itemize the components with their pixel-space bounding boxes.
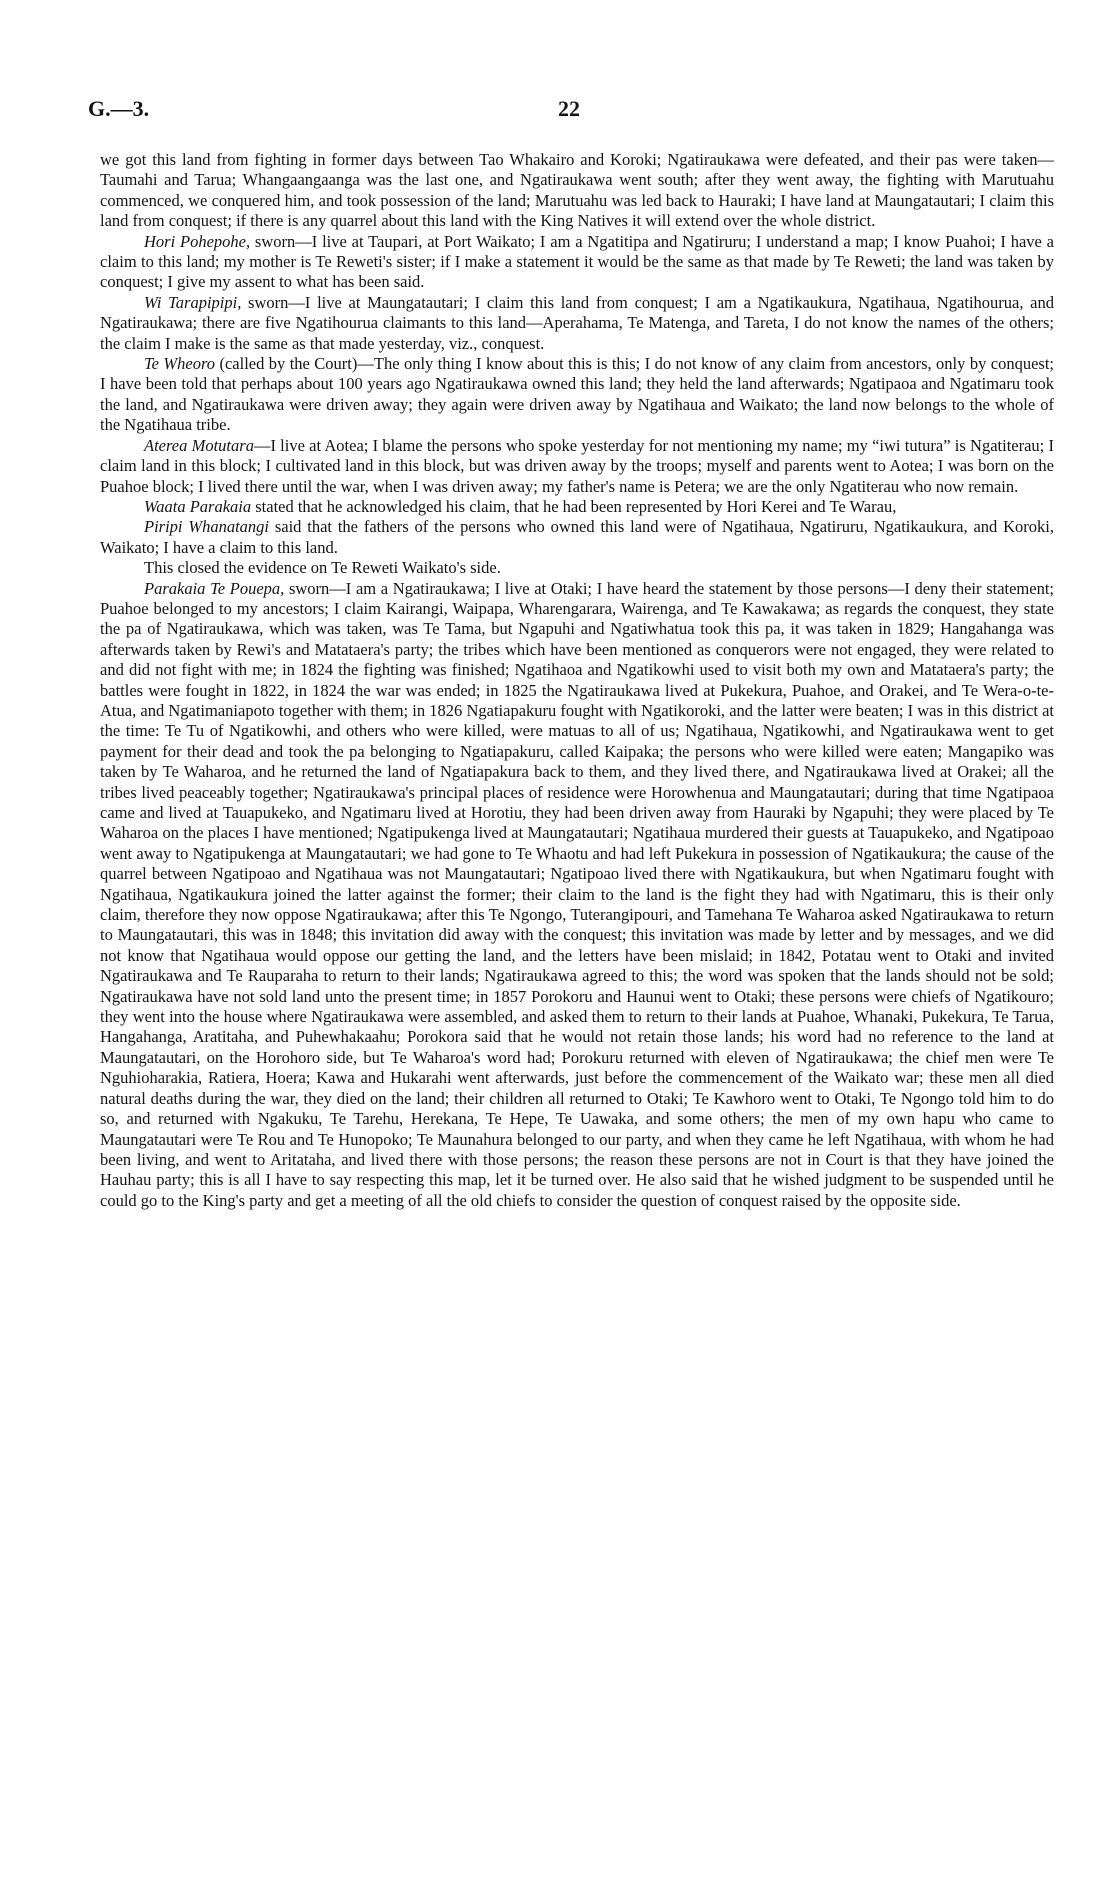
body-text (100, 150, 1054, 1211)
paragraph-text: This closed the evidence on Te Reweti Waikato's side. (144, 558, 501, 578)
speaker-name: Piripi Whanatangi (144, 517, 270, 537)
speaker-name: Parakaia Te Pouepa, (144, 578, 285, 598)
paragraph-text: sworn—I live at Taupari, at Port Waikato; I am a Ngatitipa and Ngatiruru; I understand a map; I know Puahoi; I have a claim to this land; my mother is Te Reweti's sister; if I make a statement it would be the same as that made by Te Reweti; the land was taken by conquest; I give my assent to what has been said. (100, 231, 1054, 292)
speaker-name: Hori Pohepohe, (144, 231, 251, 251)
paragraph-text: —I live at Aotea; I blame the persons who spoke yesterday for not mentioning my name; my “iwi tutura” is Ngatiterau; I claim land in this block; I cultivated land in this block, but was driven away by the troops; myself and parents went to Aotea; I was born on the Puahoe block; I lived there until the war, when I was driven away; my father's name is Petera; we are the only Ngatiterau who now remain. (100, 435, 1054, 496)
page-number: 22 (558, 96, 580, 121)
paragraph-text: said that the fathers of the persons who owned this land were of Ngatihaua, Ngatiruru, Ngatikaukura, and Koroki, Waikato; I have a claim to this land. (100, 517, 1054, 557)
speaker-name: Waata Parakaia (144, 496, 252, 516)
paragraph-piripi-whanatangi (100, 517, 1054, 558)
speaker-name: Aterea Motutara (144, 435, 254, 455)
paragraph-text: sworn—I am a Ngatiraukawa; I live at Otaki; I have heard the statement by those persons—I deny their statement; Puahoe belonged to my ancestors; I claim Kairangi, Waipapa, Wharengarara, Wairenga, and Te Kawakawa; as regards the conquest, they state the pa of Ngatiraukawa, which was taken, was Te Tama, but Ngapuhi and Ngatiwhatua took this pa, it was taken in 1829; Hangahanga was afterwards taken by Rewi's and Matataera's party; the tribes which have been mentioned as conquerors were not engaged, they were related to and did not fight with me; in 1824 the fighting was finished; Ngatihaoa and Ngatikowhi used to visit both my own and Matataera's party; the battles were fought in 1822, in 1824 the war was ended; in 1825 the Ngatiraukawa lived at Pukekura, Puahoe, and Orakei, and Te Wera-o-te-Atua, and Ngatimaniapoto together with them; in 1826 Ngatiapakuru fought with Ngatikoroki, and the latter were beaten; I was in this district at the time: Te Tu of Ngatikowhi, and others who were killed, were matuas to all of us; Ngatihaua, Ngatikowhi, and Ngatiraukawa went to get payment for their dead and took the pa belonging to Ngatiapakuru, called Kaipaka; the persons who were killed were eaten; Mangapiko was taken by Te Waharoa, and he returned the land of Ngatiapakura back to them, and they lived there, and Ngatiraukawa lived at Orakei; all the tribes lived peaceably together; Ngatiraukawa's principal places of residence were Horowhenua and Maungatautari; during that time Ngatipaoa came and lived at Tauapukeko, and Ngatimaru lived at Horotiu, they had been driven away from Hauraki by Ngapuhi; they were placed by Te Waharoa on the places I have mentioned; Ngatipukenga lived at Maungatautari; Ngatihaua murdered their guests at Tauapukeko, and Ngatipoao went away to Ngatipukenga at Maungatautari; we had gone to Te Whaotu and had left Pukekura in possession of Ngatikaukura; the cause of the quarrel between Ngatipoao and Ngatihaua was not Maungatautari; Ngatipoao lived there with Ngatikaukura, but when Ngatimaru fought with Ngatihaua, Ngatikaukura joined the latter against the former; their claim to the land is the fight they had with Ngatimaru, this is their only claim, therefore they now oppose Ngatiraukawa; after this Te Ngongo, Tuterangipouri, and Tamehana Te Waharoa asked Ngatiraukawa to return to Maungatautari, this was in 1848; this invitation did away with the conquest; this invitation was made by letter and by messages, and we did not know that Ngatihaua would oppose our getting the land, and the letters have been mislaid; in 1842, Potatau went to Otaki and invited Ngatiraukawa and Te Rauparaha to return to their lands; Ngatiraukawa agreed to this; the word was spoken that the lands should not be sold; Ngatiraukawa have not sold land unto the present time; in 1857 Porokoru and Haunui went to Otaki; these persons were chiefs of Ngatikouro; they went into the house where Ngatiraukawa were assembled, and asked them to return to their lands at Puahoe, Whanaki, Pukekura, Te Tarua, Hangahanga, Aratitaha, and Puhewhakaahu; Porokora said that he would not retain those lands; his word had no reference to the land at Maungatautari, on the Horohoro side, but Te Waharoa's word had; Porokuru returned with eleven of Ngatiraukawa; the chief men were Te Nguhioharakia, Ratiera, Hoera; Kawa and Hukarahi went afterwards, just before the commencement of the Waikato war; these men all died natural deaths during the war, they died on the land; their children all returned to Otaki; Te Kawhoro went to Otaki, Te Ngongo told him to do so, and returned with Ngakuku, Te Tarehu, Herekana, Te Hepe, Te Uawaka, and some others; the men of my own hapu who came to Maungatautari were Te Rou and Te Hunopoko; Te Maunahura belonged to our party, and when they came he left Ngatihaua, with whom he had been living, and went to Aritataha, and lived there with those persons; the reason these persons are not in Court is that they have joined the Hauhau party; this is all I have to say respecting this map, let it be turned over. He also said that he wished judgment to be suspended until he could go to the King's party and get a meeting of all the old chiefs to consider the question of conquest raised by the opposite side. (100, 578, 1055, 1210)
paragraph-aterea-motutara (100, 436, 1054, 497)
paragraph-text: stated that he acknowledged his claim, that he had been represented by Hori Kerei and Te Warau, (251, 496, 897, 516)
speaker-name: Wi Tarapipipi, (144, 292, 242, 312)
paragraph-evidence-closed (100, 558, 1054, 578)
paragraph-parakaia-te-pouepa (100, 579, 1054, 1212)
paragraph-waata-parakaia (100, 497, 1054, 517)
paragraph-text: sworn—I live at Maungatautari; I claim this land from conquest; I am a Ngatikaukura, Ngatihaua, Ngatihourua, and Ngatiraukawa; there are five Ngatihourua claimants to this land—Aperahama, Te Matenga, and Tareta, I do not know the names of the others; the claim I make is the same as that made yesterday, viz., conquest. (100, 292, 1054, 353)
paragraph-hori-pohepohe (100, 232, 1054, 293)
paragraph-wi-tarapipipi (100, 293, 1054, 354)
speaker-name: Te Wheoro (144, 354, 216, 374)
page-header (88, 96, 1054, 126)
document-reference: G.—3. (88, 96, 150, 121)
paragraph-text: (called by the Court)—The only thing I know about this is this; I do not know of any claim from ancestors, only by conquest; I have been told that perhaps about 100 years ago Ngatiraukawa owned this land; they held the land afterwards; Ngatipaoa and Ngatimaru took the land, and Ngatiraukawa were driven away; they again were driven away by Ngatihaua and Waikato; the land now belongs to the whole of the Ngatihaua tribe. (100, 354, 1054, 435)
paragraph-continuation (100, 150, 1054, 232)
paragraph-te-wheoro (100, 354, 1054, 436)
paragraph-text: we got this land from fighting in former days between Tao Whakairo and Koroki; Ngatiraukawa were defeated, and their pas were taken—Taumahi and Tarua; Whangaangaanga was the last one, and Ngatiraukawa went south; after they went away, the fighting with Marutuahu commenced, we conquered him, and took possession of the land; Marutuahu was led back to Hauraki; I have land at Maungatautari; I claim this land from conquest; if there is any quarrel about this land with the King Natives it will extend over the whole district. (100, 150, 1054, 231)
